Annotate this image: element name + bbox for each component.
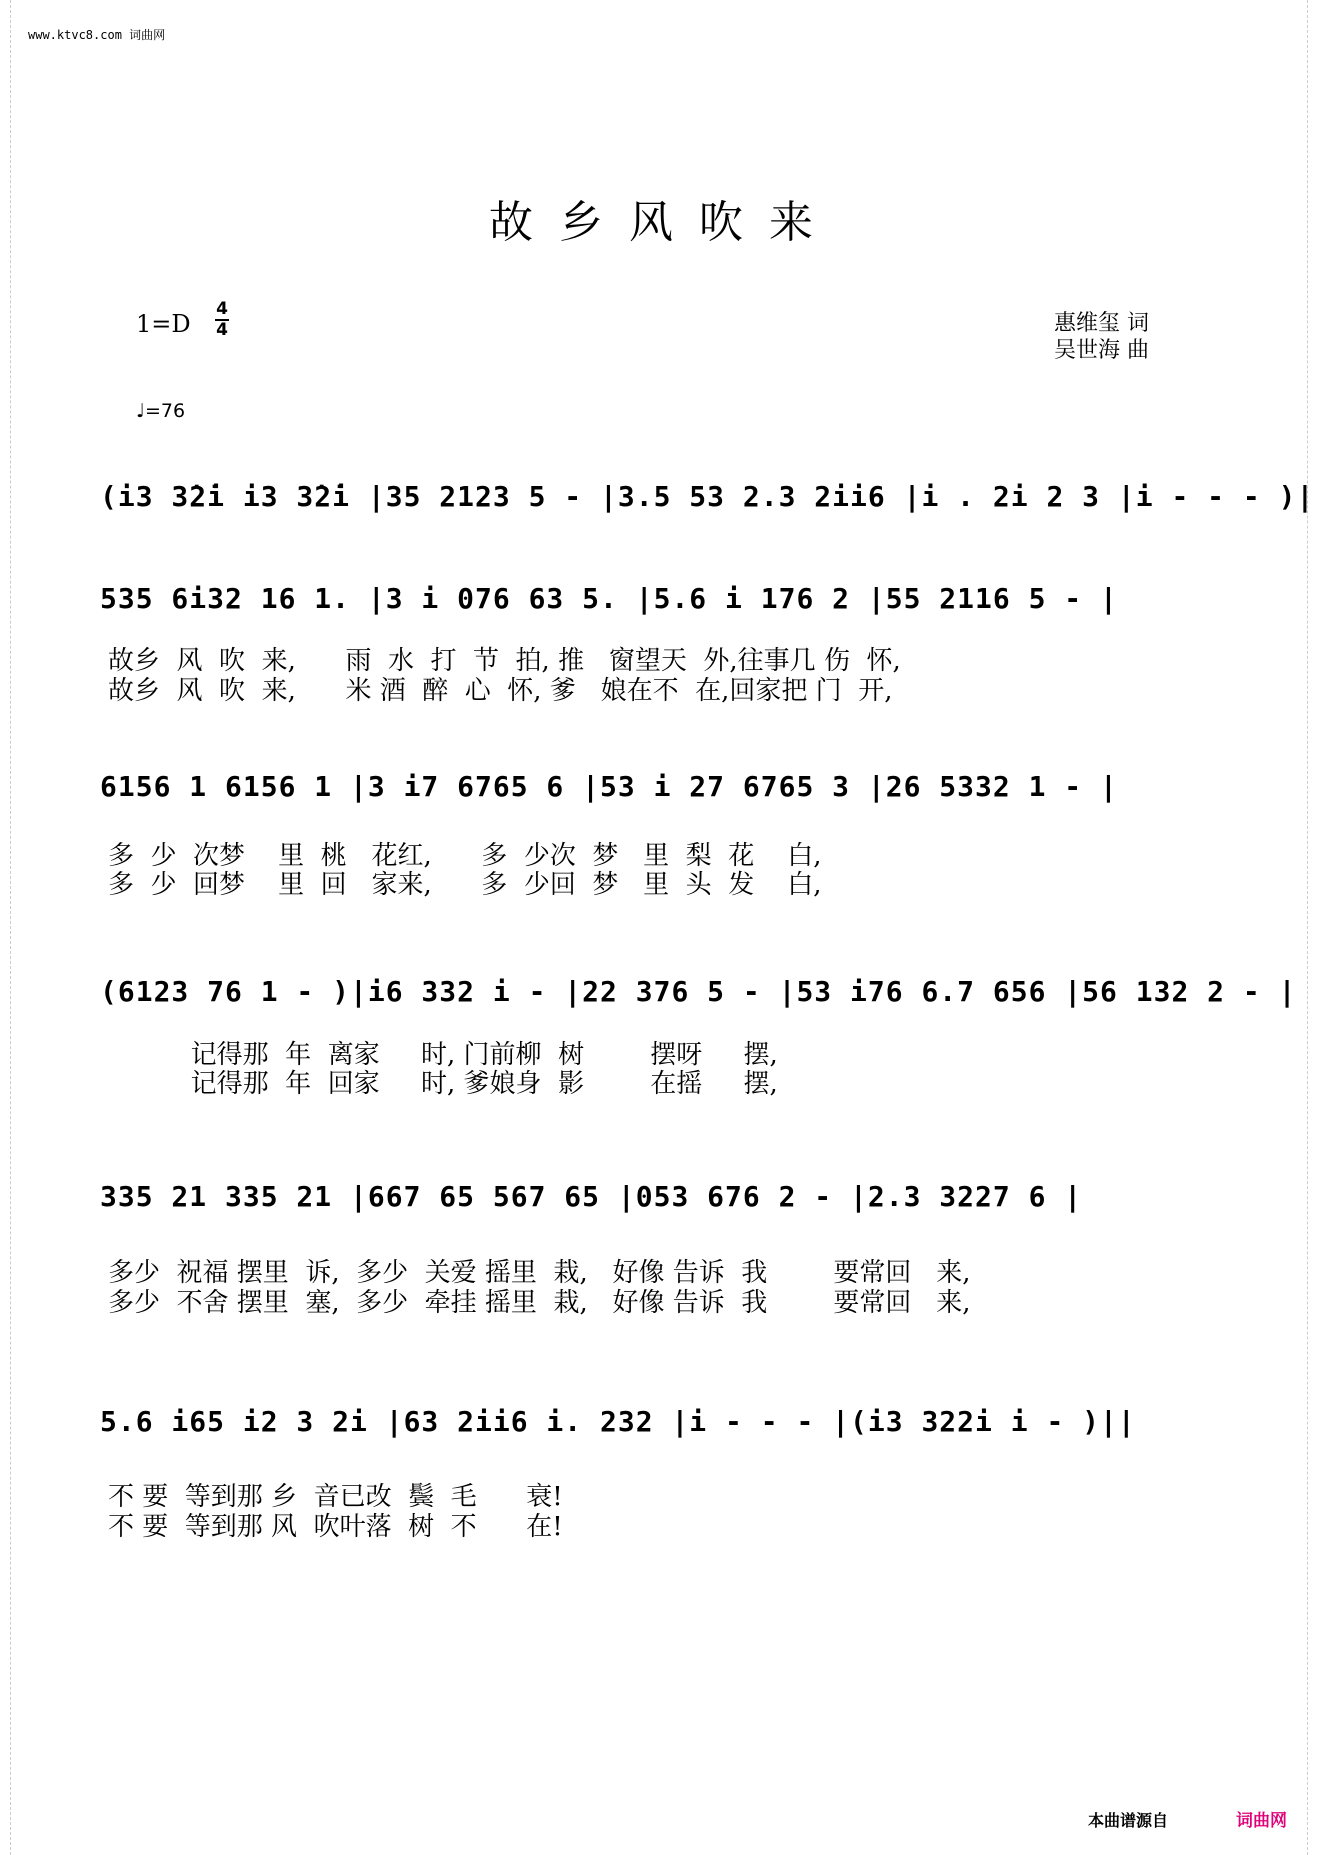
lyric-line-5a: 不 要 等到那 乡 音已改 鬓 毛 衰! [108,1482,563,1512]
lyric-line-3a: 记得那 年 离家 时, 门前柳 树 摆呀 摆, [108,1040,778,1070]
footer-source-text: 本曲谱源自 [1088,1811,1169,1830]
time-signature-top: 4 [216,299,228,319]
notation-line-2: 535 6i32 16 1. |3 i 076 63 5. |5.6 i 176 2 |55 2116 5 - | [100,582,1118,615]
lyric-line-3b: 记得那 年 回家 时, 爹娘身 影 在摇 摆, [108,1069,778,1099]
notation-line-1: (i3 3̇2̇i i3 3̇2̇i |35 2123 5 - |3.5 53 2.3 2ii6 |i . 2i 2 3 |i - - - )| [100,480,1315,513]
lyric-line-4a: 多少 祝福 摆里 诉, 多少 关爱 摇里 栽, 好像 告诉 我 要常回 来, [108,1258,971,1288]
lyric-line-2b: 多 少 回梦 里 回 家来, 多 少回 梦 里 头 发 白, [108,870,822,900]
tempo-marking: ♩=76 [136,400,186,422]
lyric-line-1b: 故乡 风 吹 来, 米 酒 醉 心 怀, 爹 娘在不 在,回家把 门 开, [108,676,893,706]
right-margin-strip [1307,0,1318,1855]
song-title: 故乡风吹来 [489,197,839,248]
notation-line-6: 5.6 i65 i2 3 2i |63 2ii6 i. 232 |i - - - |(i3 322i i - )|| [100,1405,1136,1438]
lyricist: 惠维玺 词 [1054,311,1149,336]
lyric-line-4b: 多少 不舍 摆里 塞, 多少 牵挂 摇里 栽, 好像 告诉 我 要常回 来, [108,1288,971,1318]
notation-line-3: 6156 1 6156 1 |3 i7 6765 6 |53 i 27 6765 3 |26 5332 1 - | [100,770,1118,803]
left-margin-strip [10,0,21,1855]
site-url[interactable]: www.ktvc8.com 词曲网 [28,28,166,42]
time-signature-bottom: 4 [216,320,228,340]
lyric-line-5b: 不 要 等到那 风 吹叶落 树 不 在! [108,1512,563,1542]
footer-logo[interactable]: 词曲网 [1236,1811,1287,1831]
time-signature [215,300,229,340]
lyric-line-1a: 故乡 风 吹 来, 雨 水 打 节 拍, 推 窗望天 外,往事几 伤 怀, [108,646,901,676]
credits [1054,310,1149,364]
composer: 吴世海 曲 [1054,338,1149,363]
lyric-line-2a: 多 少 次梦 里 桃 花红, 多 少次 梦 里 梨 花 白, [108,841,822,871]
notation-line-4: (6123 76 1 - )|i6 332 i - |22 376 5 - |53 i76 6.7 656 |56 132 2 - | [100,975,1297,1008]
notation-line-5: 335 21 335 21 |667 65 567 65 |053 676 2 - |2.3 3227 6 | [100,1180,1083,1213]
key-signature: 1=D [136,310,191,338]
